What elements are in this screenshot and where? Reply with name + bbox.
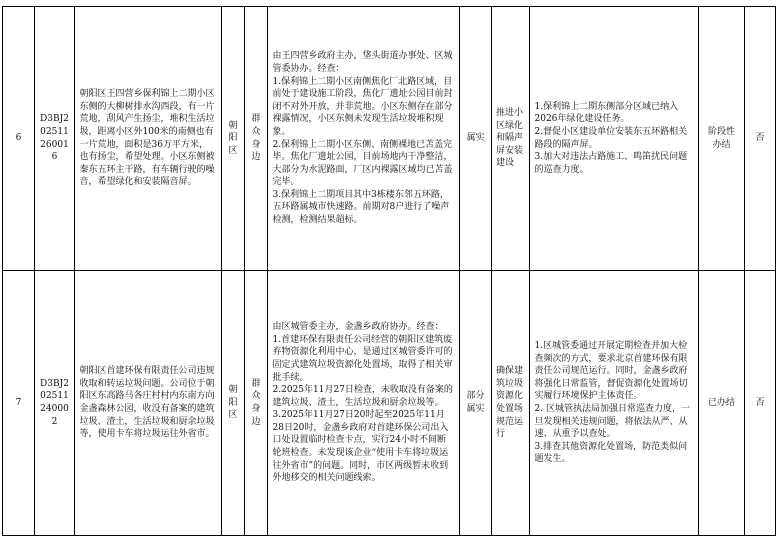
verification-cell <box>268 271 460 536</box>
verification-text: 由王四营乡政府主办，垡头街道办事处、区城管委协办。经查： 1.保利锦上二期小区南侧焦化厂北路区域，目前处于建设施工阶段，焦化厂遗址公园目前封闭不对外开放，并非荒地。小区东侧存在部分裸露情况，小区东侧未发现生活垃圾堆积现象。 2.保利锦上二期小区东侧、南侧裸地已苫盖完毕。焦化厂遗址公园，目前场地内干净整洁，大部分为水泥路面，厂区内裸露区域均已苫盖完毕。 3.保利锦上二期项目其中3栋楼东邻五环路，五环路属城市快速路。前期对8户进行了噪声检测，检测结果超标。 <box>272 51 453 226</box>
issue-text: 推进小 区绿化 和隔声 屏安装 建设 <box>496 108 524 169</box>
complaint-text: 朝阳区首建环保有限责任公司违规收取和转运垃圾问题。公司位于朝阳区东高路马各庄村村内东南方向金盏森林公园，收没有备案的建筑垃圾、渣土，生活垃圾和厨余垃圾等，使用卡车将垃圾运往外省市。 <box>79 366 215 440</box>
verification-cell <box>268 7 460 271</box>
case-number-cell <box>35 271 75 536</box>
issue-cell <box>492 271 530 536</box>
table-row <box>3 7 776 271</box>
seq-number: 7 <box>15 397 22 408</box>
seq-cell <box>3 271 35 536</box>
complaint-cell <box>75 271 222 536</box>
case-number: D3BJ2 02511 26001 6 <box>40 114 69 163</box>
status-cell <box>699 271 745 536</box>
status: 已办结 <box>707 397 735 408</box>
status-cell <box>699 7 745 271</box>
rectification-text: 1.区城管委通过开展定期检查并加大检查频次的方式，要求北京首建环保有限责任公司规范运行。同时，金盏乡政府将强化日常监管，督促资源化处置场切实履行环境保护主体责任。 2. 区城管执法局加强日常巡查力度，一旦发现相关违规问题，将依法从严、从速、从重予以查处。 3.排查其他资源化处置场，防范类似问题发生。 <box>534 341 690 465</box>
type-cell <box>245 7 268 271</box>
accountability-cell <box>745 7 776 271</box>
district-cell <box>222 7 245 271</box>
is-true: 部分 属实 <box>466 391 485 414</box>
complaint-type: 群 众 身 边 <box>251 114 261 163</box>
district: 朝 阳 区 <box>228 385 238 421</box>
accountability-cell <box>745 271 776 536</box>
rectification-cell <box>530 271 699 536</box>
issue-text: 确保建 筑垃圾 资源化 处置场 规范运 行 <box>496 366 524 440</box>
type-cell <box>245 271 268 536</box>
accountability: 否 <box>755 133 765 144</box>
seq-cell <box>3 7 35 271</box>
is-true: 属实 <box>466 133 485 144</box>
case-table <box>2 6 776 536</box>
table-row <box>3 271 776 536</box>
district-cell <box>222 271 245 536</box>
district: 朝 阳 区 <box>228 120 238 156</box>
verification-text: 由区城管委主办，金盏乡政府协办。经查： 1.首建环保有限责任公司经营的朝阳区建筑废弃物资源化利用中心，是通过区城管委许可的固定式建筑垃圾资源化处置场，取得了相关审批手续。 2.2025年11月27日检查，未收取没有备案的建筑垃圾、渣土，生活垃圾和厨余垃圾等。 3.2025年11月27日20时起至2025年11月28日20时，金盏乡政府对首建环保公司出入口处设置临时检查卡点，实行24小时不间断轮班检查。未发现该企业“使用卡车将垃圾运往外省市”的问题。同时，市区两级暂未收到外地移交的相关问题线索。 <box>272 322 453 484</box>
issue-cell <box>492 7 530 271</box>
status: 阶段性 办结 <box>707 126 735 150</box>
case-number: D3BJ2 02511 24000 2 <box>40 378 69 427</box>
rectification-text: 1.保利锦上二期东侧部分区域已纳入2026年绿化建设任务。 2.督促小区建设单位安装东五环路相关路段的隔声屏。 3.加大对违法占路施工、鸣笛扰民问题的巡查力度。 <box>534 101 688 175</box>
complaint-text: 朝阳区王四营乡保利锦上二期小区东侧的大柳树排水沟西段，有一片荒地，刮风产生扬尘，堆积生活垃圾，距离小区外100米的南侧也有一片荒地，面积是36万平方米，也有扬尘，希望处理。小区东侧被秦东五环主干路，有车辆行驶的噪音，希望绿化和安装隔音屏。 <box>79 89 215 188</box>
complaint-cell <box>75 7 222 271</box>
is-true-cell <box>460 7 492 271</box>
rectification-cell <box>530 7 699 271</box>
is-true-cell <box>460 271 492 536</box>
accountability: 否 <box>755 397 765 408</box>
seq-number: 6 <box>15 133 22 144</box>
complaint-type: 群 众 身 边 <box>251 378 261 427</box>
case-number-cell <box>35 7 75 271</box>
